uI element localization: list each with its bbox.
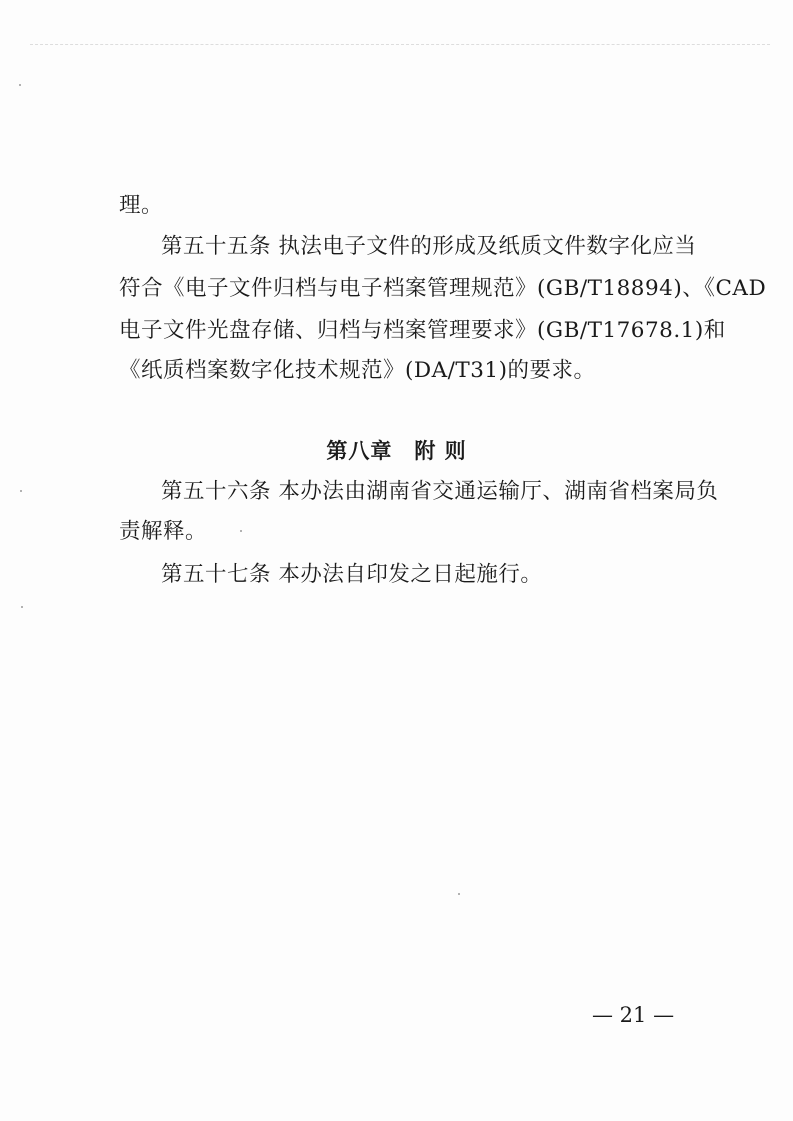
article-55-line-3: 电子文件光盘存储、归档与档案管理要求》(GB/T17678.1)和 [119, 318, 726, 343]
paragraph-continuation-line: 理。 [119, 193, 164, 218]
scan-edge-artifact [30, 44, 770, 45]
scan-speck [240, 530, 242, 532]
chapter-heading: 第八章 附 则 [326, 439, 467, 463]
article-56-line-2: 责解释。 [119, 519, 208, 544]
article-55-line-4: 《纸质档案数字化技术规范》(DA/T31)的要求。 [119, 358, 596, 383]
article-55-line-2: 符合《电子文件归档与电子档案管理规范》(GB/T18894)、《CAD [119, 276, 767, 301]
article-56-line-1: 第五十六条 本办法由湖南省交通运输厅、湖南省档案局负 [161, 479, 719, 504]
article-57: 第五十七条 本办法自印发之日起施行。 [161, 562, 543, 587]
scan-speck [19, 84, 21, 86]
scan-speck [20, 490, 22, 492]
page-number: — 21 — [592, 1003, 675, 1027]
scan-speck [21, 606, 23, 608]
article-55-line-1: 第五十五条 执法电子文件的形成及纸质文件数字化应当 [161, 234, 697, 259]
scan-speck [458, 893, 460, 895]
